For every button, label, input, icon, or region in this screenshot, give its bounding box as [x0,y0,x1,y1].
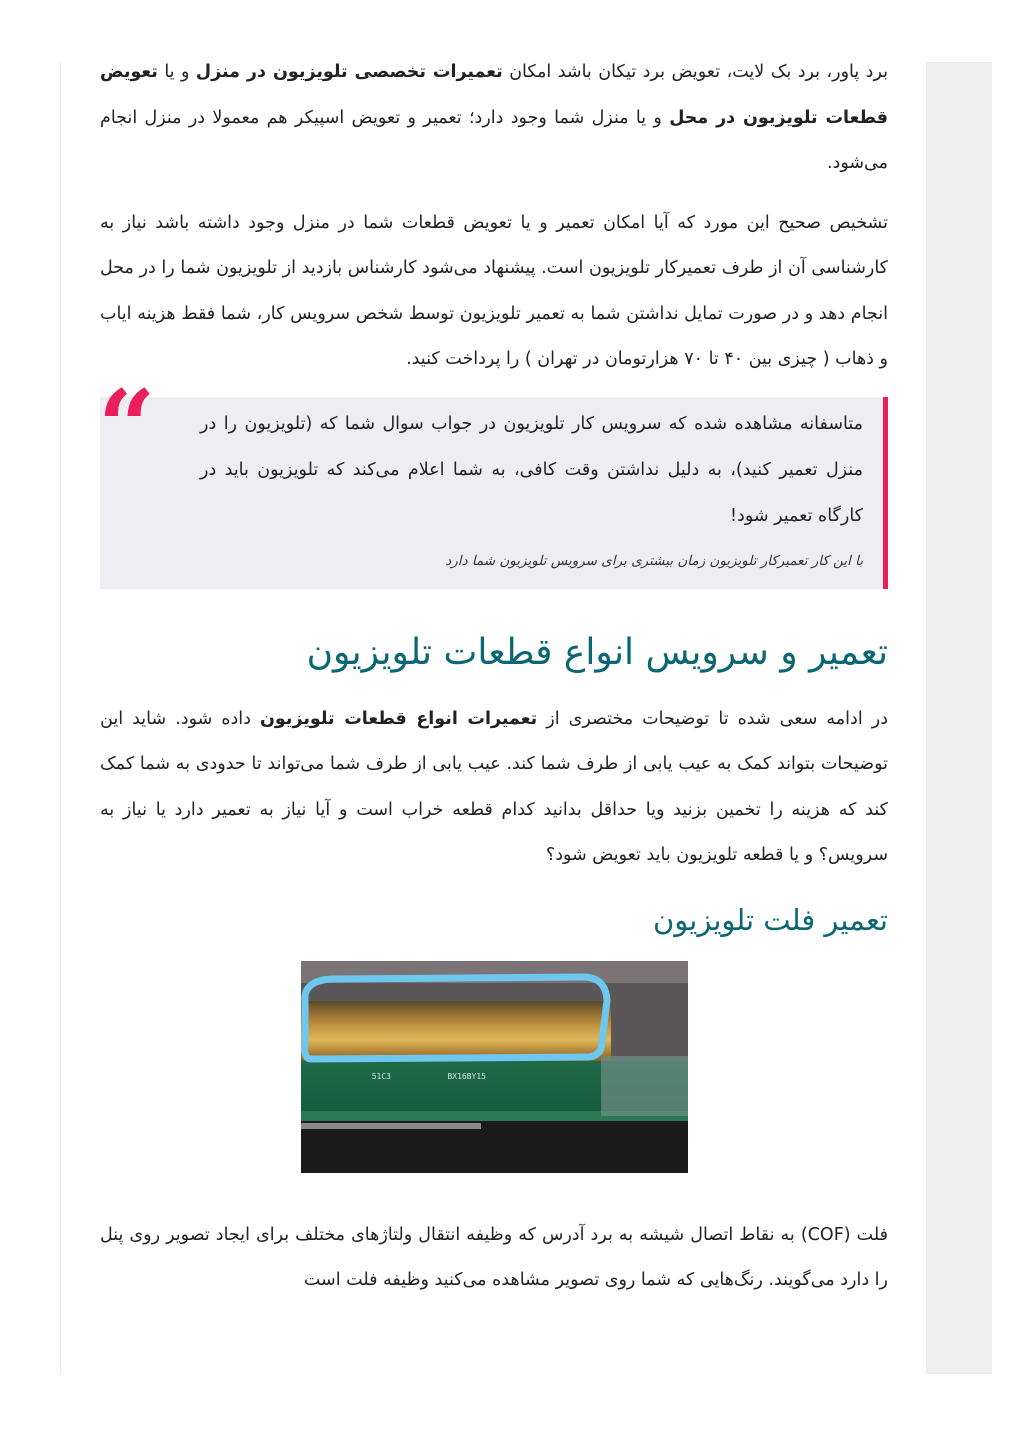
quote-text: متاسفانه مشاهده شده که سرویس کار تلویزیون در جواب سوال شما که (تلویزیون را در منزل تعمیر کنید)، به دلیل نداشتن وقت کافی، به شما اعلام می‌کند که تلویزیون باید در کارگاه تعمیر شود! [200,413,863,526]
paragraph [100,697,888,879]
board-label: 51C3 [371,1071,391,1081]
sidebar [926,62,992,1374]
section-heading: تعمیر و سرویس انواع قطعات تلویزیون [306,631,888,673]
text-run: و یا منزل شما وجود دارد؛ تعمیر و تعویض اسپیکر هم معمولا در منزل انجام می‌شود. [100,107,888,173]
text-run: برد پاور، برد بک لایت، تعویض برد تیکان باشد امکان [502,62,888,82]
page-divider [60,62,61,1374]
text-run: در ادامه سعی شده تا توضیحات مختصری از [537,708,888,729]
connector-strip [301,1123,481,1129]
photo-illustration [301,961,688,1173]
residue [601,1056,688,1116]
blockquote [98,367,888,589]
paragraph [100,50,888,187]
text-run: داده شود. شاید این توضیحات بتواند کمک به عیب یابی از طرف شما کند. عیب یابی از طرف شما می‌تواند تا حدودی به شما کمک کند که هزینه را تخمین بزنید ویا حداقل بدانید کدام قطعه خراب است و آیا نیاز به تعمیر دارد یا نیاز به سرویس؟ و یا قطعه تلویزیون باید تعویض شود؟ [100,708,888,865]
bold-text: تعویض قطعات تلویزیون در محل [100,62,888,128]
text-run: و یا [157,62,196,82]
bold-text: تعمیرات تخصصی تلویزیون در منزل [195,62,503,82]
board-label: BX16BY15 [447,1071,486,1081]
subsection-heading: تعمیر فلت تلویزیون [652,902,888,937]
paragraph: تشخیص صحیح این مورد که آیا امکان تعمیر و یا تعویض قطعات شما در منزل وجود داشته باشد نیاز به کارشناسی آن از طرف تعمیرکار تلویزیون است. پیشنهاد می‌شود کارشناس بازدید از تلویزیون شما را در محل انجام دهد و در صورت تمایل نداشتن شما به تعمیر تلویزیون توسط شخص سرویس کار، شما فقط هزینه ایاب و ذهاب ( چیزی بین ۴۰ تا ۷۰ هزارتومان در تهران ) را پرداخت کنید. [100,212,888,369]
quote-citation: با این کار تعمیرکار تلویزیون زمان بیشتری برای سرویس تلویزیون شما دارد [445,552,863,569]
quote-mark-icon: “ [98,367,156,486]
article-body [100,50,888,1318]
cof-flex-photo [301,961,688,1173]
paragraph: فلت (COF) به نقاط اتصال شیشه به برد آدرس که وظیفه انتقال ولتاژهای مختلف برای ایجاد تصویر روی پنل را دارد می‌گویند. رنگ‌هایی که شما روی تصویر مشاهده می‌کنید وظیفه فلت است [100,1224,889,1290]
bold-text: تعمیرات انواع قطعات تلویزیون [260,708,538,729]
